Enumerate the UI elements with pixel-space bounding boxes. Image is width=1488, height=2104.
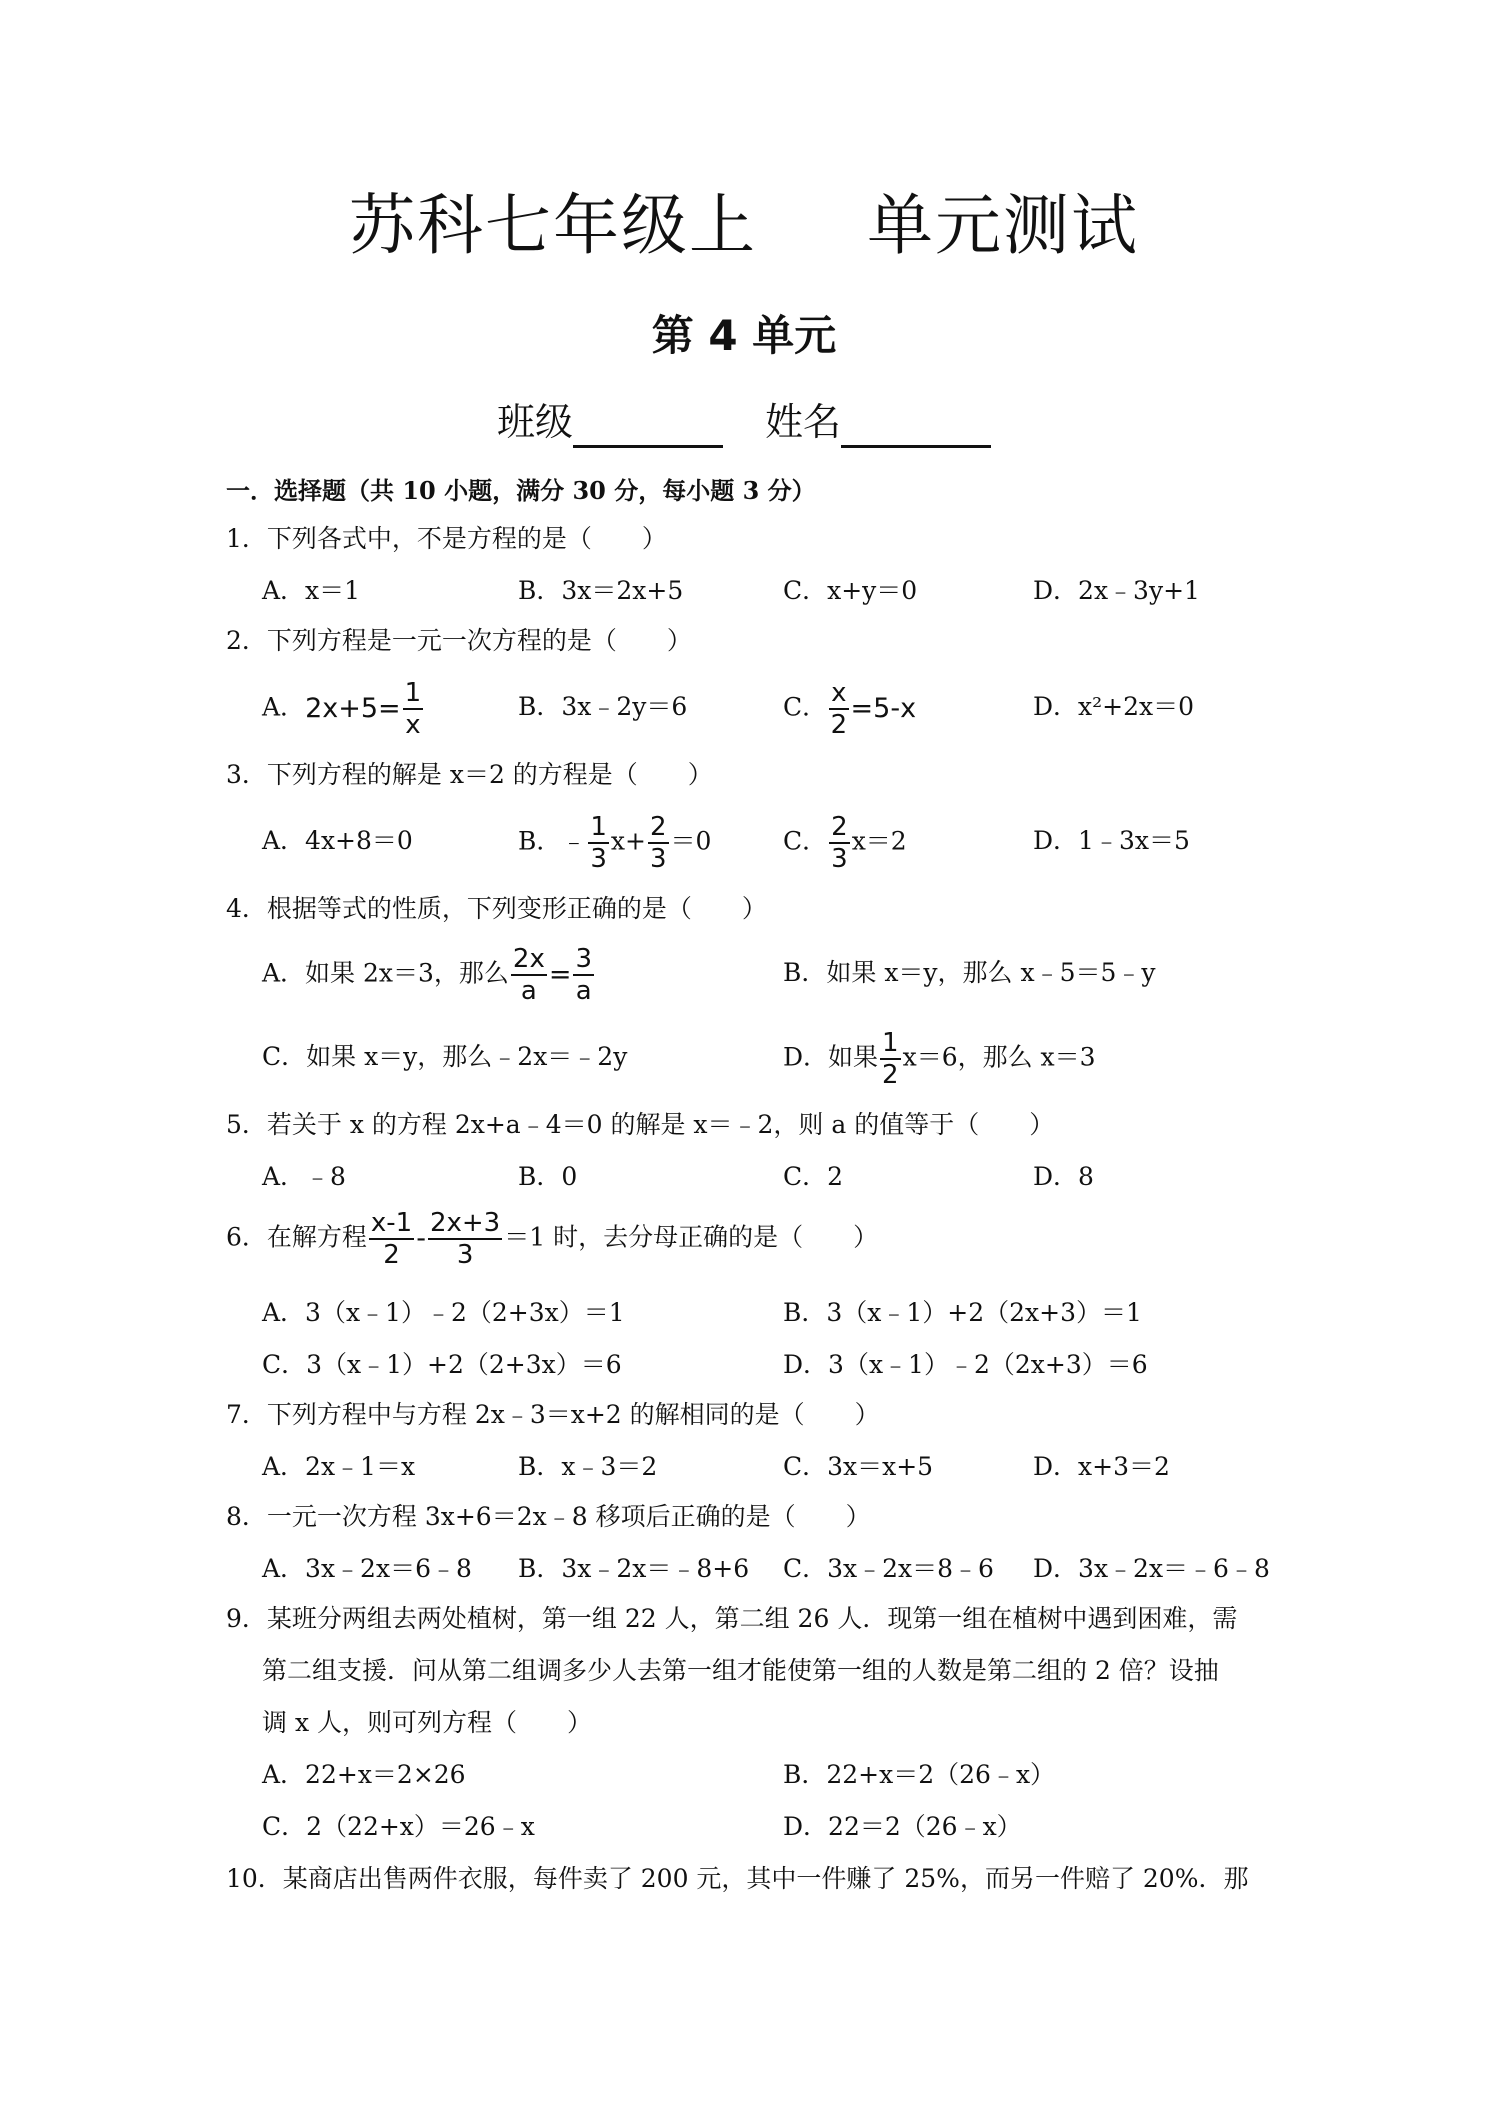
q3-b-den2: 3: [649, 844, 667, 874]
q4-a-den1: a: [520, 976, 537, 1006]
name-label: 姓名: [765, 400, 842, 444]
q7-option-b: B．x﹣3＝2: [518, 1452, 658, 1481]
question-3-stem: 3．下列方程的解是 x＝2 的方程是（ ）: [226, 760, 713, 789]
q2-option-a: [262, 680, 425, 738]
question-9-line-3: 调 x 人，则可列方程（ ）: [262, 1708, 592, 1737]
q3-option-c: [783, 814, 907, 872]
q1-option-b: B．3x＝2x+5: [518, 576, 684, 605]
q6-den1: 2: [383, 1240, 400, 1270]
title-right: 单元测试: [867, 187, 1139, 264]
q4-a-fraction-2: [573, 946, 594, 1004]
question-4-stem: 4．根据等式的性质，下列变形正确的是（ ）: [226, 894, 767, 923]
q7-option-d: D．x+3＝2: [1033, 1452, 1170, 1481]
question-9-line-2: 第二组支援．问从第二组调多少人去第一组才能使第一组的人数是第二组的 2 倍？设抽: [262, 1656, 1219, 1685]
q6-fraction-1: [369, 1210, 414, 1268]
q4-option-a: [262, 946, 596, 1004]
q4-d-text: D．如果: [783, 1042, 879, 1072]
q6-option-c: C．3（x﹣1）+2（2+3x）＝6: [262, 1350, 622, 1379]
q3-c-fraction: [829, 814, 850, 872]
q3-c-num: 2: [831, 812, 848, 842]
q4-d-end: x＝6，那么 x＝3: [902, 1042, 1096, 1072]
q2-a-expr: 2x+5=: [305, 693, 401, 724]
q2-a-prefix: A．: [262, 692, 306, 722]
q2-c-den: 2: [830, 710, 848, 740]
q6-num1: x-1: [370, 1208, 413, 1238]
q4-d-num: 1: [882, 1028, 899, 1058]
q8-option-b: B．3x﹣2x＝﹣8+6: [518, 1554, 750, 1583]
student-fields: [0, 396, 1488, 448]
q7-option-c: C．3x＝x+5: [783, 1452, 934, 1481]
q3-option-b: [518, 814, 711, 872]
q6-stem-end: ＝1 时，去分母正确的是（ ）: [504, 1222, 879, 1252]
q3-b-num2: 2: [649, 812, 667, 842]
q2-a-fraction: [403, 680, 424, 738]
q6-den2: 3: [456, 1240, 474, 1270]
q4-a-num1: 2x: [512, 944, 545, 974]
question-7-stem: 7．下列方程中与方程 2x﹣3＝x+2 的解相同的是（ ）: [226, 1400, 880, 1429]
q1-option-a: A．x＝1: [262, 576, 361, 605]
q4-a-num2: 3: [575, 944, 593, 974]
q3-b-num1: 1: [590, 812, 607, 842]
question-10-line-1: 10．某商店出售两件衣服，每件卖了 200 元，其中一件赚了 25%，而另一件赔了 20%．那: [226, 1864, 1249, 1893]
q5-option-b: B．0: [518, 1162, 578, 1191]
q4-option-b: B．如果 x＝y，那么 x﹣5＝5﹣y: [783, 958, 1156, 987]
page-title: [0, 186, 1488, 266]
q4-a-eq: =: [548, 959, 572, 990]
q2-option-d: D．x²+2x＝0: [1033, 692, 1195, 721]
q1-option-c: C．x+y＝0: [783, 576, 918, 605]
q2-a-num: 1: [404, 678, 422, 708]
q4-a-text: A．如果 2x＝3，那么: [262, 958, 509, 988]
q6-stem-prefix: 6．在解方程: [226, 1222, 367, 1252]
question-8-stem: 8．一元一次方程 3x+6＝2x﹣8 移项后正确的是（ ）: [226, 1502, 871, 1531]
question-2-stem: 2．下列方程是一元一次方程的是（ ）: [226, 626, 692, 655]
q4-option-d: [783, 1030, 1096, 1088]
q3-b-mid: x+: [610, 826, 646, 856]
q7-option-a: A．2x﹣1＝x: [262, 1452, 416, 1481]
question-9-line-1: 9．某班分两组去两处植树，第一组 22 人，第二组 26 人．现第一组在植树中遇到困难，需: [226, 1604, 1238, 1633]
q1-option-d: D．2x﹣3y+1: [1033, 576, 1200, 605]
question-1-stem: 1．下列各式中，不是方程的是（ ）: [226, 524, 667, 553]
q6-num2: 2x+3: [429, 1208, 501, 1238]
q4-a-fraction-1: [511, 946, 547, 1004]
q8-option-a: A．3x﹣2x＝6﹣8: [262, 1554, 472, 1583]
q2-a-den: x: [405, 710, 421, 740]
q5-option-a: A．﹣8: [262, 1162, 346, 1191]
class-blank: [573, 405, 723, 448]
section-heading: 一．选择题（共 10 小题，满分 30 分，每小题 3 分）: [226, 476, 816, 505]
q9-option-b: B．22+x＝2（26﹣x）: [783, 1760, 1056, 1789]
q3-option-d: D．1﹣3x＝5: [1033, 826, 1190, 855]
unit-subtitle: 第 4 单元: [651, 311, 837, 360]
name-blank: [841, 405, 991, 448]
q2-option-b: B．3x﹣2y＝6: [518, 692, 688, 721]
q6-minus: -: [416, 1223, 426, 1254]
q3-option-a: A．4x+8＝0: [262, 826, 413, 855]
q5-option-d: D．8: [1033, 1162, 1094, 1191]
q6-fraction-2: [428, 1210, 502, 1268]
q4-a-den2: a: [575, 976, 592, 1006]
q3-b-fraction-2: [648, 814, 669, 872]
q5-option-c: C．2: [783, 1162, 844, 1191]
q9-option-d: D．22＝2（26﹣x）: [783, 1812, 1022, 1841]
q2-c-fraction: [829, 680, 848, 738]
q3-b-prefix: B．﹣: [518, 826, 587, 856]
q8-option-d: D．3x﹣2x＝﹣6﹣8: [1033, 1554, 1270, 1583]
q4-d-den: 2: [882, 1060, 899, 1090]
q6-option-b: B．3（x﹣1）+2（2x+3）＝1: [783, 1298, 1142, 1327]
q3-b-den1: 3: [590, 844, 607, 874]
title-left: 苏科七年级上: [349, 187, 757, 264]
q4-d-fraction: [880, 1030, 901, 1088]
q3-b-fraction-1: [588, 814, 609, 872]
class-label: 班级: [496, 400, 573, 444]
q3-c-prefix: C．: [783, 826, 828, 856]
q2-option-c: [783, 680, 916, 738]
q2-c-num: x: [831, 678, 847, 708]
q6-option-d: D．3（x﹣1）﹣2（2x+3）＝6: [783, 1350, 1148, 1379]
q3-b-end: ＝0: [670, 826, 712, 856]
q2-c-expr: =5-x: [850, 693, 917, 724]
q8-option-c: C．3x﹣2x＝8﹣6: [783, 1554, 994, 1583]
q9-option-c: C．2（22+x）＝26﹣x: [262, 1812, 535, 1841]
question-5-stem: 5．若关于 x 的方程 2x+a﹣4＝0 的解是 x＝﹣2，则 a 的值等于（ ）: [226, 1110, 1055, 1139]
q4-option-c: C．如果 x＝y，那么﹣2x＝﹣2y: [262, 1042, 628, 1071]
question-6-stem: [226, 1210, 878, 1268]
q3-c-end: x＝2: [851, 826, 907, 856]
q9-option-a: A．22+x＝2×26: [262, 1760, 466, 1789]
q3-c-den: 3: [831, 844, 848, 874]
q6-option-a: A．3（x﹣1）﹣2（2+3x）＝1: [262, 1298, 625, 1327]
q2-c-prefix: C．: [783, 692, 828, 722]
